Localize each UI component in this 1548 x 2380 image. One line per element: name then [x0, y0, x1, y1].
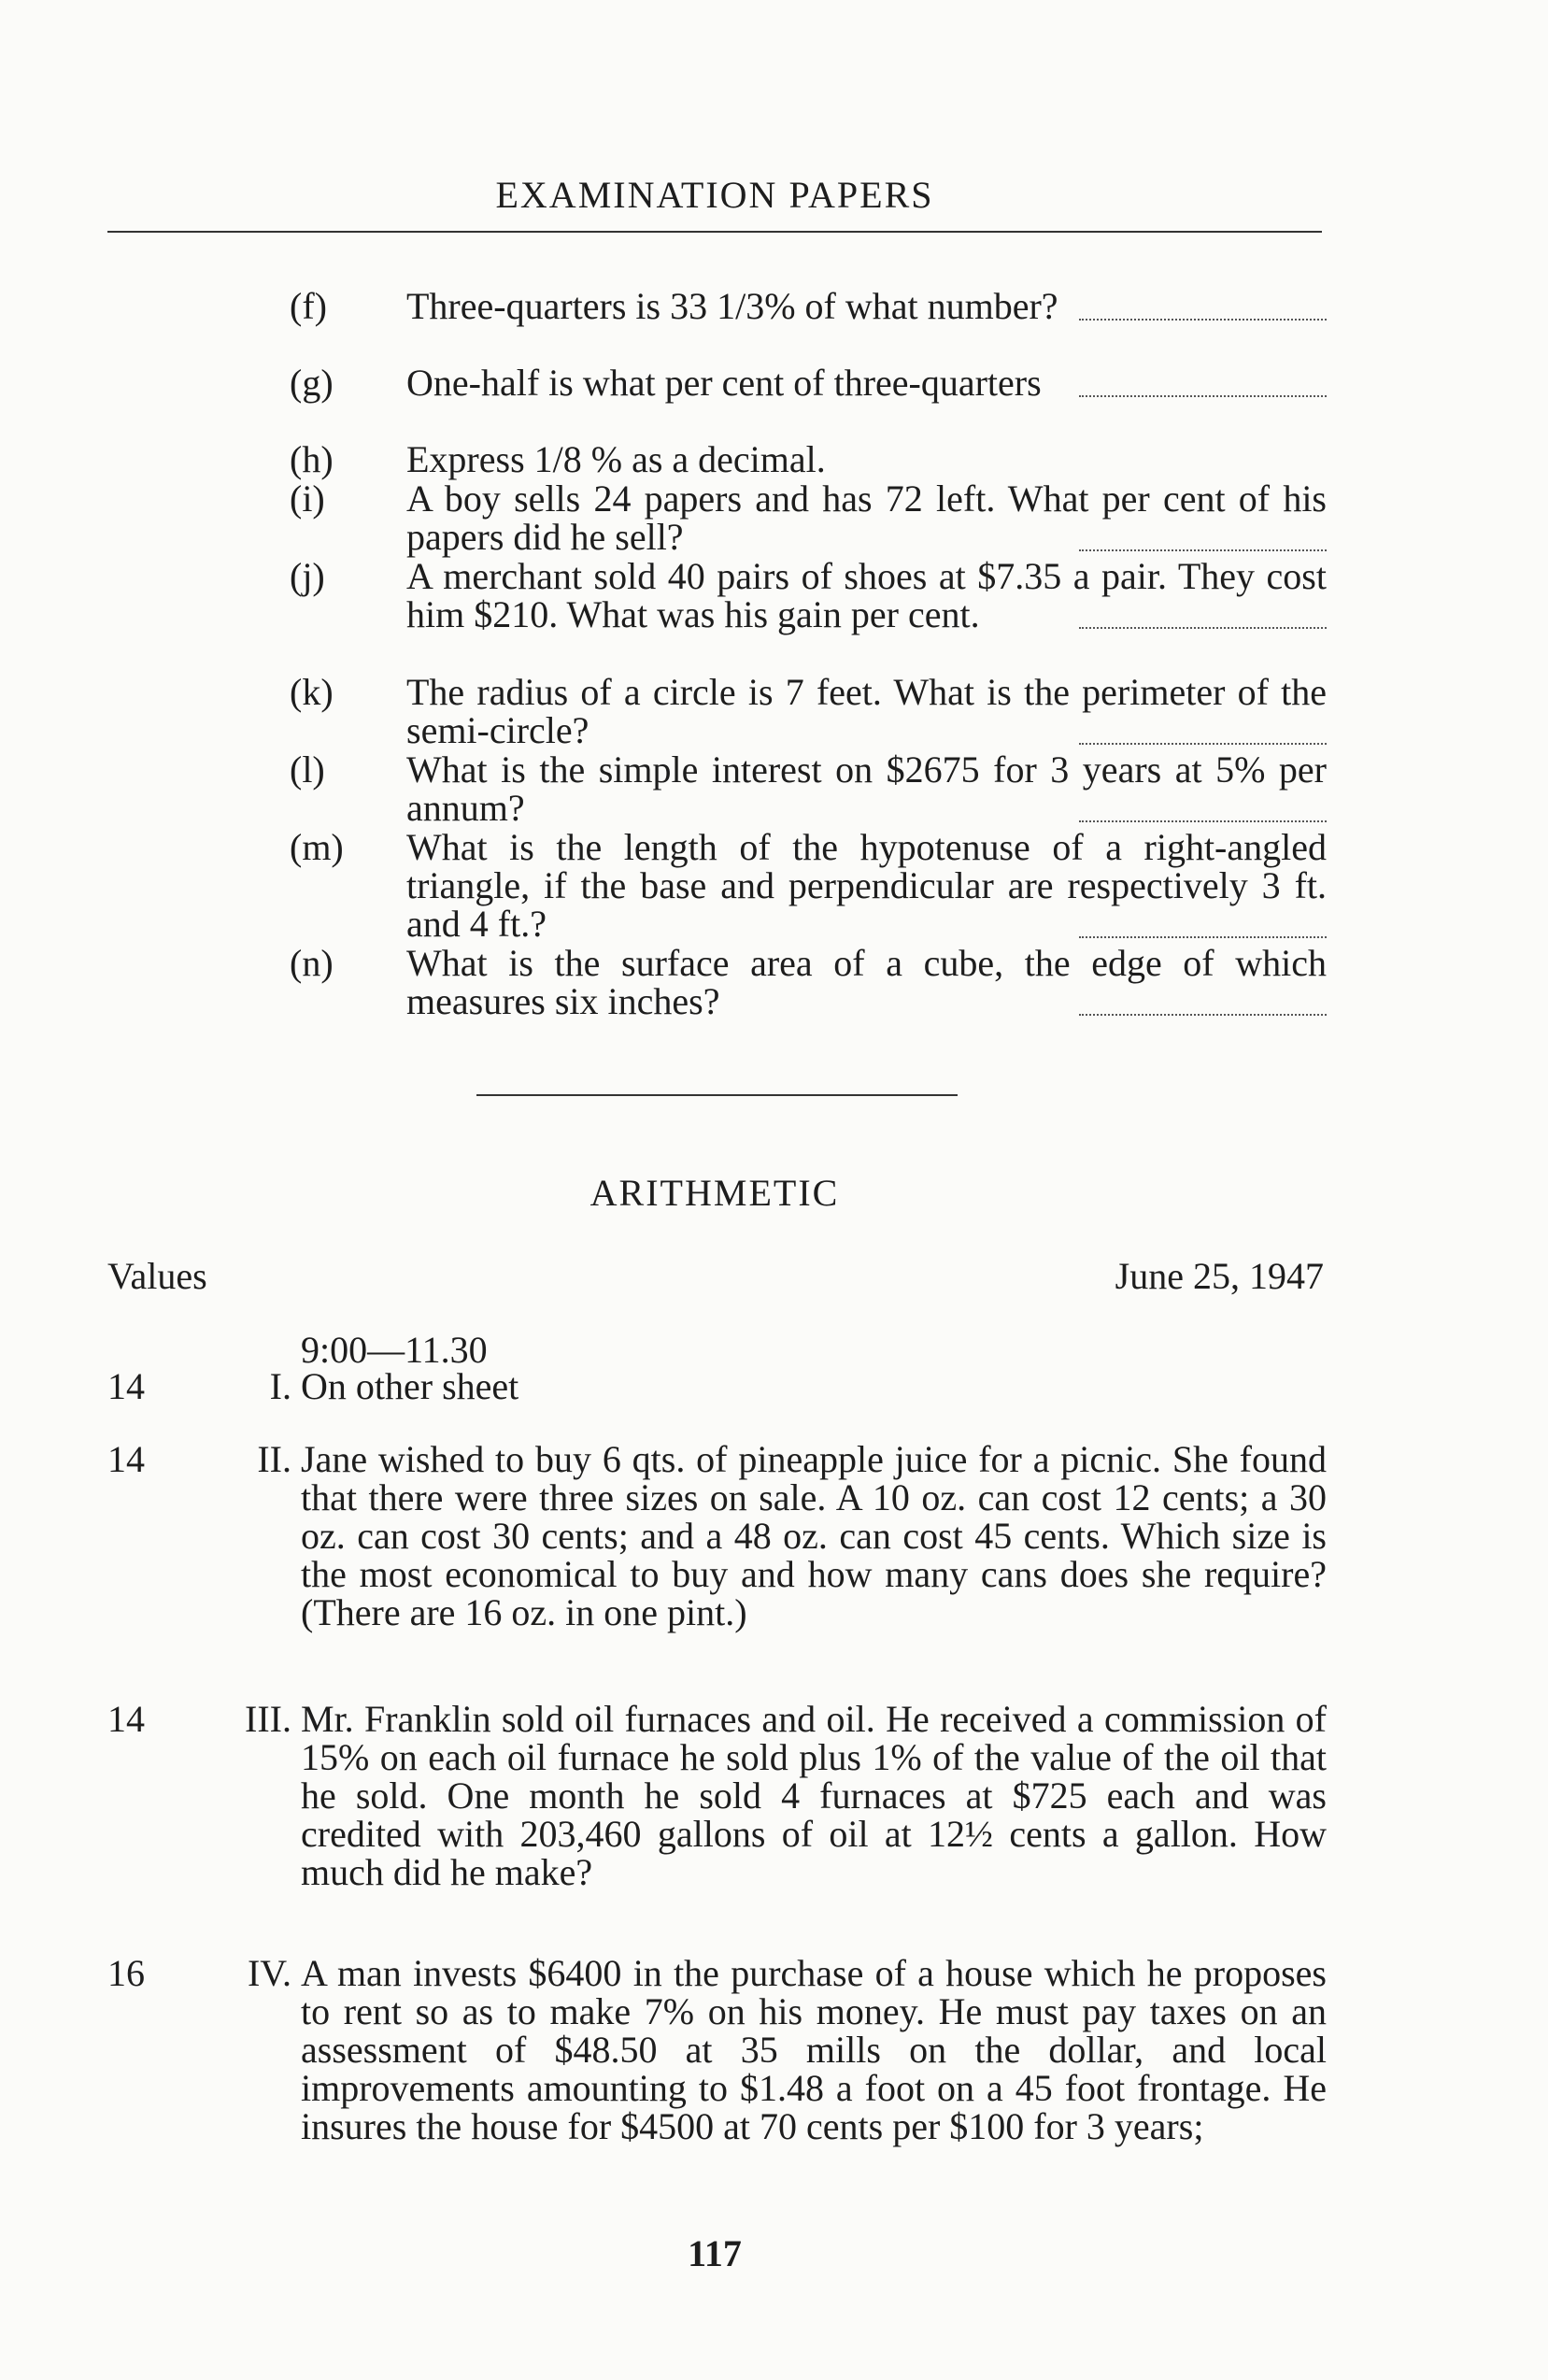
section-divider [476, 1094, 958, 1096]
problem-text: Mr. Franklin sold oil furnaces and oil. He received a commission of 15% on each oil furnace he sold plus 1% of the value of the oil that he sold. One month he sold 4 furnaces at $725 each and was credited with 203,460 gallons of oil at 12½ cents a gallon. How much did he make? [301, 1698, 1327, 1893]
question-g [290, 363, 1327, 402]
problem-number: I. [269, 1365, 291, 1407]
question-label: (i) [290, 477, 325, 520]
problem-text: On other sheet [301, 1365, 519, 1407]
problem-text: A man invests $6400 in the purchase of a house which he proposes to rent so as to make 7% on his money. He must pay taxes on an assessment of $48.50 at 35 mills on the dollar, and local improvements amounting to $1.48 a foot on a 45 foot frontage. He insures the house for $4500 at 70 cents per $100 for 3 years; [301, 1952, 1327, 2147]
problem-number: II. [257, 1438, 291, 1480]
answer-line [1079, 599, 1327, 629]
answer-line [1079, 908, 1327, 938]
problem-1 [107, 1367, 1327, 1405]
answer-line [1079, 291, 1327, 321]
header-rule [107, 231, 1322, 233]
problem-3 [107, 1700, 1327, 1891]
question-j [290, 557, 1327, 634]
section-title: ARITHMETIC [589, 1172, 840, 1214]
question-f [290, 287, 1327, 325]
problem-2 [107, 1440, 1327, 1632]
question-label: (h) [290, 438, 334, 480]
question-text: Three-quarters is 33 1/3% of what number? [406, 285, 1058, 327]
answer-line [1079, 715, 1327, 745]
question-label: (g) [290, 362, 334, 404]
question-m [290, 828, 1327, 943]
question-h [290, 440, 1327, 478]
problem-4 [107, 1954, 1327, 2145]
question-label: (f) [290, 285, 327, 327]
answer-line [1079, 792, 1327, 822]
problem-value: 14 [107, 1698, 145, 1740]
problem-number: III. [245, 1698, 291, 1740]
problem-text: Jane wished to buy 6 qts. of pineapple juice for a picnic. She found that there were three sizes on sale. A 10 oz. can cost 12 cents; a 30 oz. can cost 30 cents; and a 48 oz. can cost 45 cents. Which size is the most economical to buy and how many cans does she require? (There are 16 oz. in one pint.) [301, 1438, 1327, 1633]
answer-line [1079, 367, 1327, 397]
exam-date: June 25, 1947 [1115, 1255, 1324, 1297]
question-n [290, 944, 1327, 1020]
question-text: What is the simple interest on $2675 for 3 years at 5% per annum? [406, 748, 1327, 829]
question-text: One-half is what per cent of three-quarters [406, 362, 1042, 404]
problem-number: IV. [247, 1952, 291, 1994]
question-text: Express 1/8 % as a decimal. [406, 438, 826, 480]
question-l [290, 750, 1327, 827]
question-text: The radius of a circle is 7 feet. What is the perimeter of the semi-circle? [406, 671, 1327, 751]
answer-line [1079, 986, 1327, 1016]
question-text: A boy sells 24 papers and has 72 left. What per cent of his papers did he sell? [406, 477, 1327, 558]
exam-time: 9:00—11.30 [301, 1329, 488, 1371]
question-label: (n) [290, 942, 334, 984]
page-header: EXAMINATION PAPERS [495, 174, 934, 216]
problem-value: 14 [107, 1438, 145, 1480]
question-label: (k) [290, 671, 334, 713]
page-number: 117 [688, 2232, 742, 2274]
problem-value: 16 [107, 1952, 145, 1994]
question-text: What is the surface area of a cube, the edge of which measures six inches? [406, 942, 1327, 1022]
values-label: Values [107, 1255, 207, 1297]
answer-line [1079, 521, 1327, 551]
question-text: A merchant sold 40 pairs of shoes at $7.35 a pair. They cost him $210. What was his gain per cent. [406, 555, 1327, 635]
question-k [290, 673, 1327, 749]
question-label: (m) [290, 826, 344, 868]
problem-value: 14 [107, 1365, 145, 1407]
question-text: What is the length of the hypotenuse of a right-angled triangle, if the base and perpendicular are respectively 3 ft. and 4 ft.? [406, 826, 1327, 945]
question-i [290, 479, 1327, 556]
question-label: (j) [290, 555, 325, 597]
question-label: (l) [290, 748, 325, 791]
